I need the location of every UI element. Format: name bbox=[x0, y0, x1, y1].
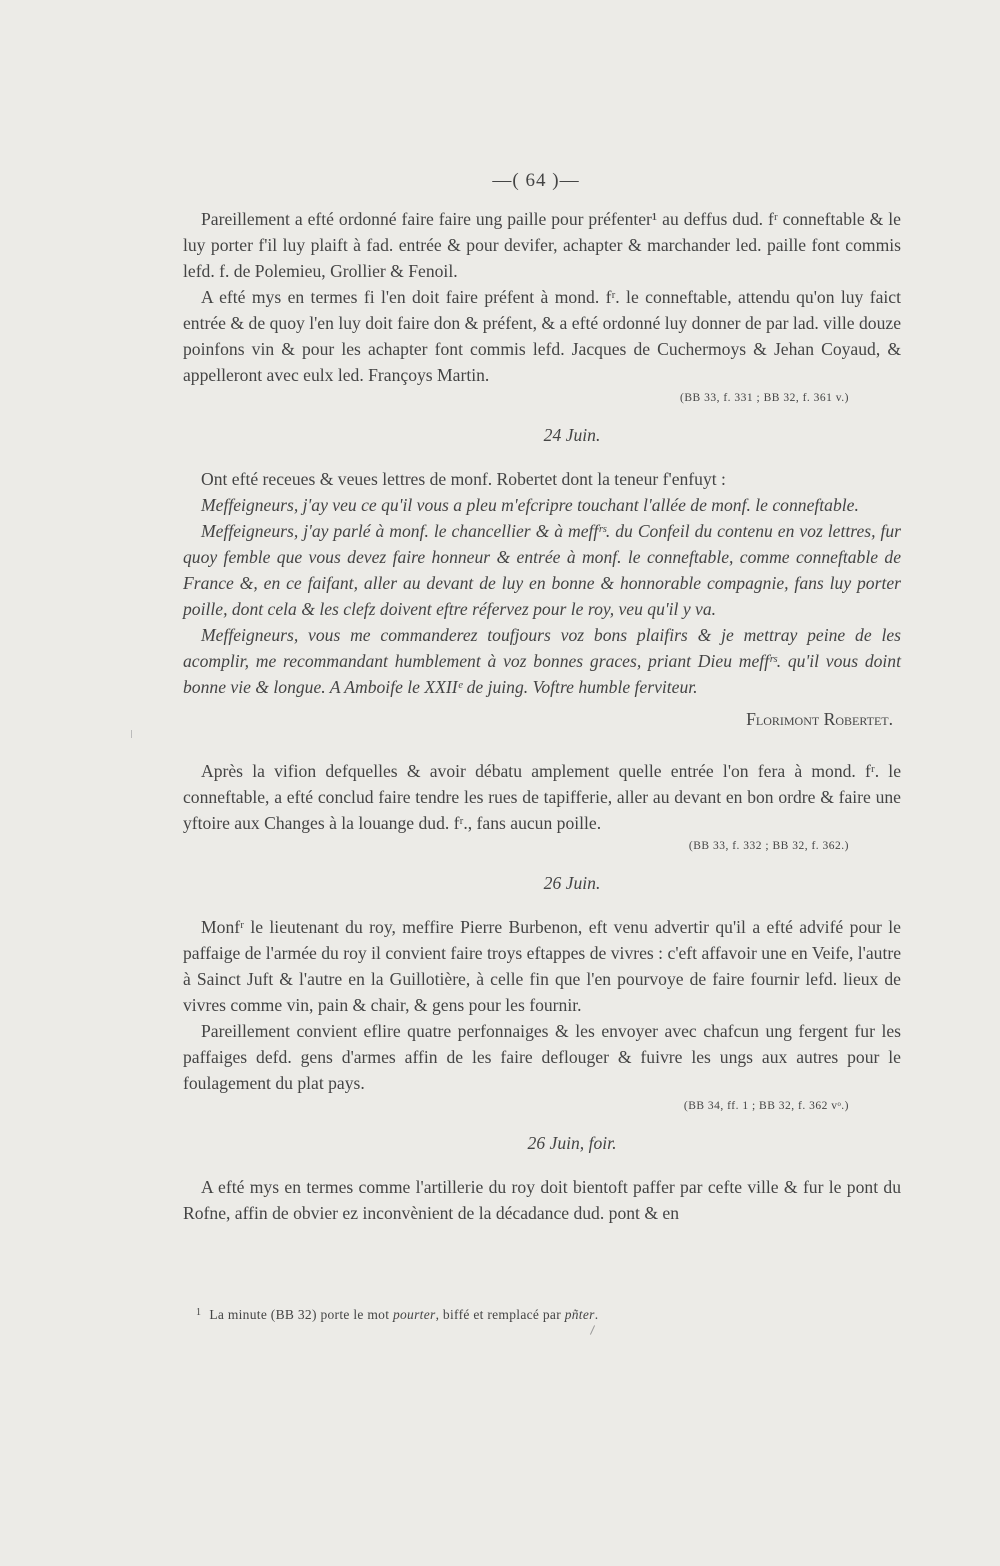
letter-signature: Florimont Robertet. bbox=[746, 709, 893, 729]
archive-reference: (BB 34, ff. 1 ; BB 32, f. 362 vᵒ.) bbox=[683, 1100, 849, 1112]
date-heading: 24 Juin. bbox=[543, 425, 601, 445]
ink-mark bbox=[590, 1325, 595, 1334]
date-heading: 26 Juin. bbox=[543, 873, 601, 893]
page-body bbox=[183, 206, 901, 1226]
paragraph: Pareillement a efté ordonné faire faire ung paille pour préfenter¹ au deffus dud. fʳ conneftable & le luy porter f'il luy plaift à fad. entrée & pour devifer, achapter & marchander led. paille font commis lefd. f. de Polemieu, Grollier & Fenoil. bbox=[183, 209, 901, 281]
archive-reference: (BB 33, f. 331 ; BB 32, f. 361 v.) bbox=[680, 392, 849, 404]
page-number: —( 64 )— bbox=[492, 170, 580, 191]
footnote-text: . bbox=[594, 1307, 599, 1322]
letter-paragraph: Meffeigneurs, j'ay parlé à monf. le chancellier & à meffʳˢ. du Confeil du contenu en voz lettres, fur quoy femble que vous devez faire honneur & entrée à monf. le conneftable, comme conneftable de France &, en ce faifant, aller au devant de luy en bonne & honnorable compagnie, fans luy porter poille, dont cela & les clefz doivent eftre réfervez pour le roy, veu qu'il y va. bbox=[183, 521, 901, 619]
archive-reference: (BB 33, f. 332 ; BB 32, f. 362.) bbox=[688, 840, 849, 852]
margin-mark bbox=[131, 730, 132, 738]
letter-paragraph: Meffeigneurs, j'ay veu ce qu'il vous a pleu m'efcripre touchant l'allée de monf. le conneftable. bbox=[201, 495, 859, 515]
footnote-text: La minute (BB 32) porte le mot bbox=[209, 1307, 393, 1322]
footnote-mark: 1 bbox=[196, 1307, 202, 1318]
paragraph: Après la vifion defquelles & avoir débatu amplement quelle entrée l'on fera à mond. fʳ. le conneftable, a efté conclud faire tendre les rues de tapifferie, aller au devant en bon ordre & faire une yftoire aux Changes à la louange dud. fʳ., fans aucun poille. bbox=[183, 761, 901, 833]
paragraph: Pareillement convient eflire quatre perfonnaiges & les envoyer avec chafcun ung fergent fur les paffaiges defd. gens d'armes affin de les faire deflouger & fuivre les ungs aux autres pour le foulagement du plat pays. bbox=[183, 1021, 901, 1093]
letter-paragraph: Meffeigneurs, vous me commanderez toufjours voz bons plaifirs & je mettray peine de les acomplir, me recommandant humblement à voz bonnes graces, priant Dieu meffʳˢ. qu'il vous doint bonne vie & longue. A Amboife le XXIIᵉ de juing. Voftre humble ferviteur. bbox=[183, 625, 901, 697]
footnote-word: pñter bbox=[564, 1307, 595, 1322]
date-heading: 26 Juin, foir. bbox=[527, 1133, 617, 1153]
footnote-word: pourter bbox=[392, 1307, 436, 1322]
paragraph: Ont efté receues & veues lettres de monf. Robertet dont la teneur f'enfuyt : bbox=[201, 469, 726, 489]
footnote-text: , biffé et remplacé par bbox=[435, 1307, 565, 1322]
paragraph: A efté mys en termes fi l'en doit faire préfent à mond. fʳ. le conneftable, attendu qu'on luy faict entrée & de quoy l'en luy doit faire don & préfent, & a efté ordonné luy donner de par lad. ville douze poinfons vin & pour les achapter font commis lefd. Jacques de Cuchermoys & Jehan Coyaud, & appelleront avec eulx led. Françoys Martin. bbox=[183, 287, 901, 385]
footnote bbox=[196, 1307, 598, 1323]
paragraph: A efté mys en termes comme l'artillerie du roy doit bientoft paffer par cefte ville & fur le pont du Rofne, affin de obvier ez inconvènient de la décadance dud. pont & en bbox=[183, 1177, 901, 1223]
paragraph: Monfʳ le lieutenant du roy, meffire Pierre Burbenon, eft venu advertir qu'il a efté advifé pour le paffaige de l'armée du roy il convient faire troys eftappes de vivres : c'eft affavoir une en Veife, l'autre à Sainct Juft & l'autre en la Guillotière, à celle fin que l'en pourvoye de faire fournir lefd. lieux de vivres comme vin, pain & chair, & gens pour les fournir. bbox=[183, 917, 901, 1015]
